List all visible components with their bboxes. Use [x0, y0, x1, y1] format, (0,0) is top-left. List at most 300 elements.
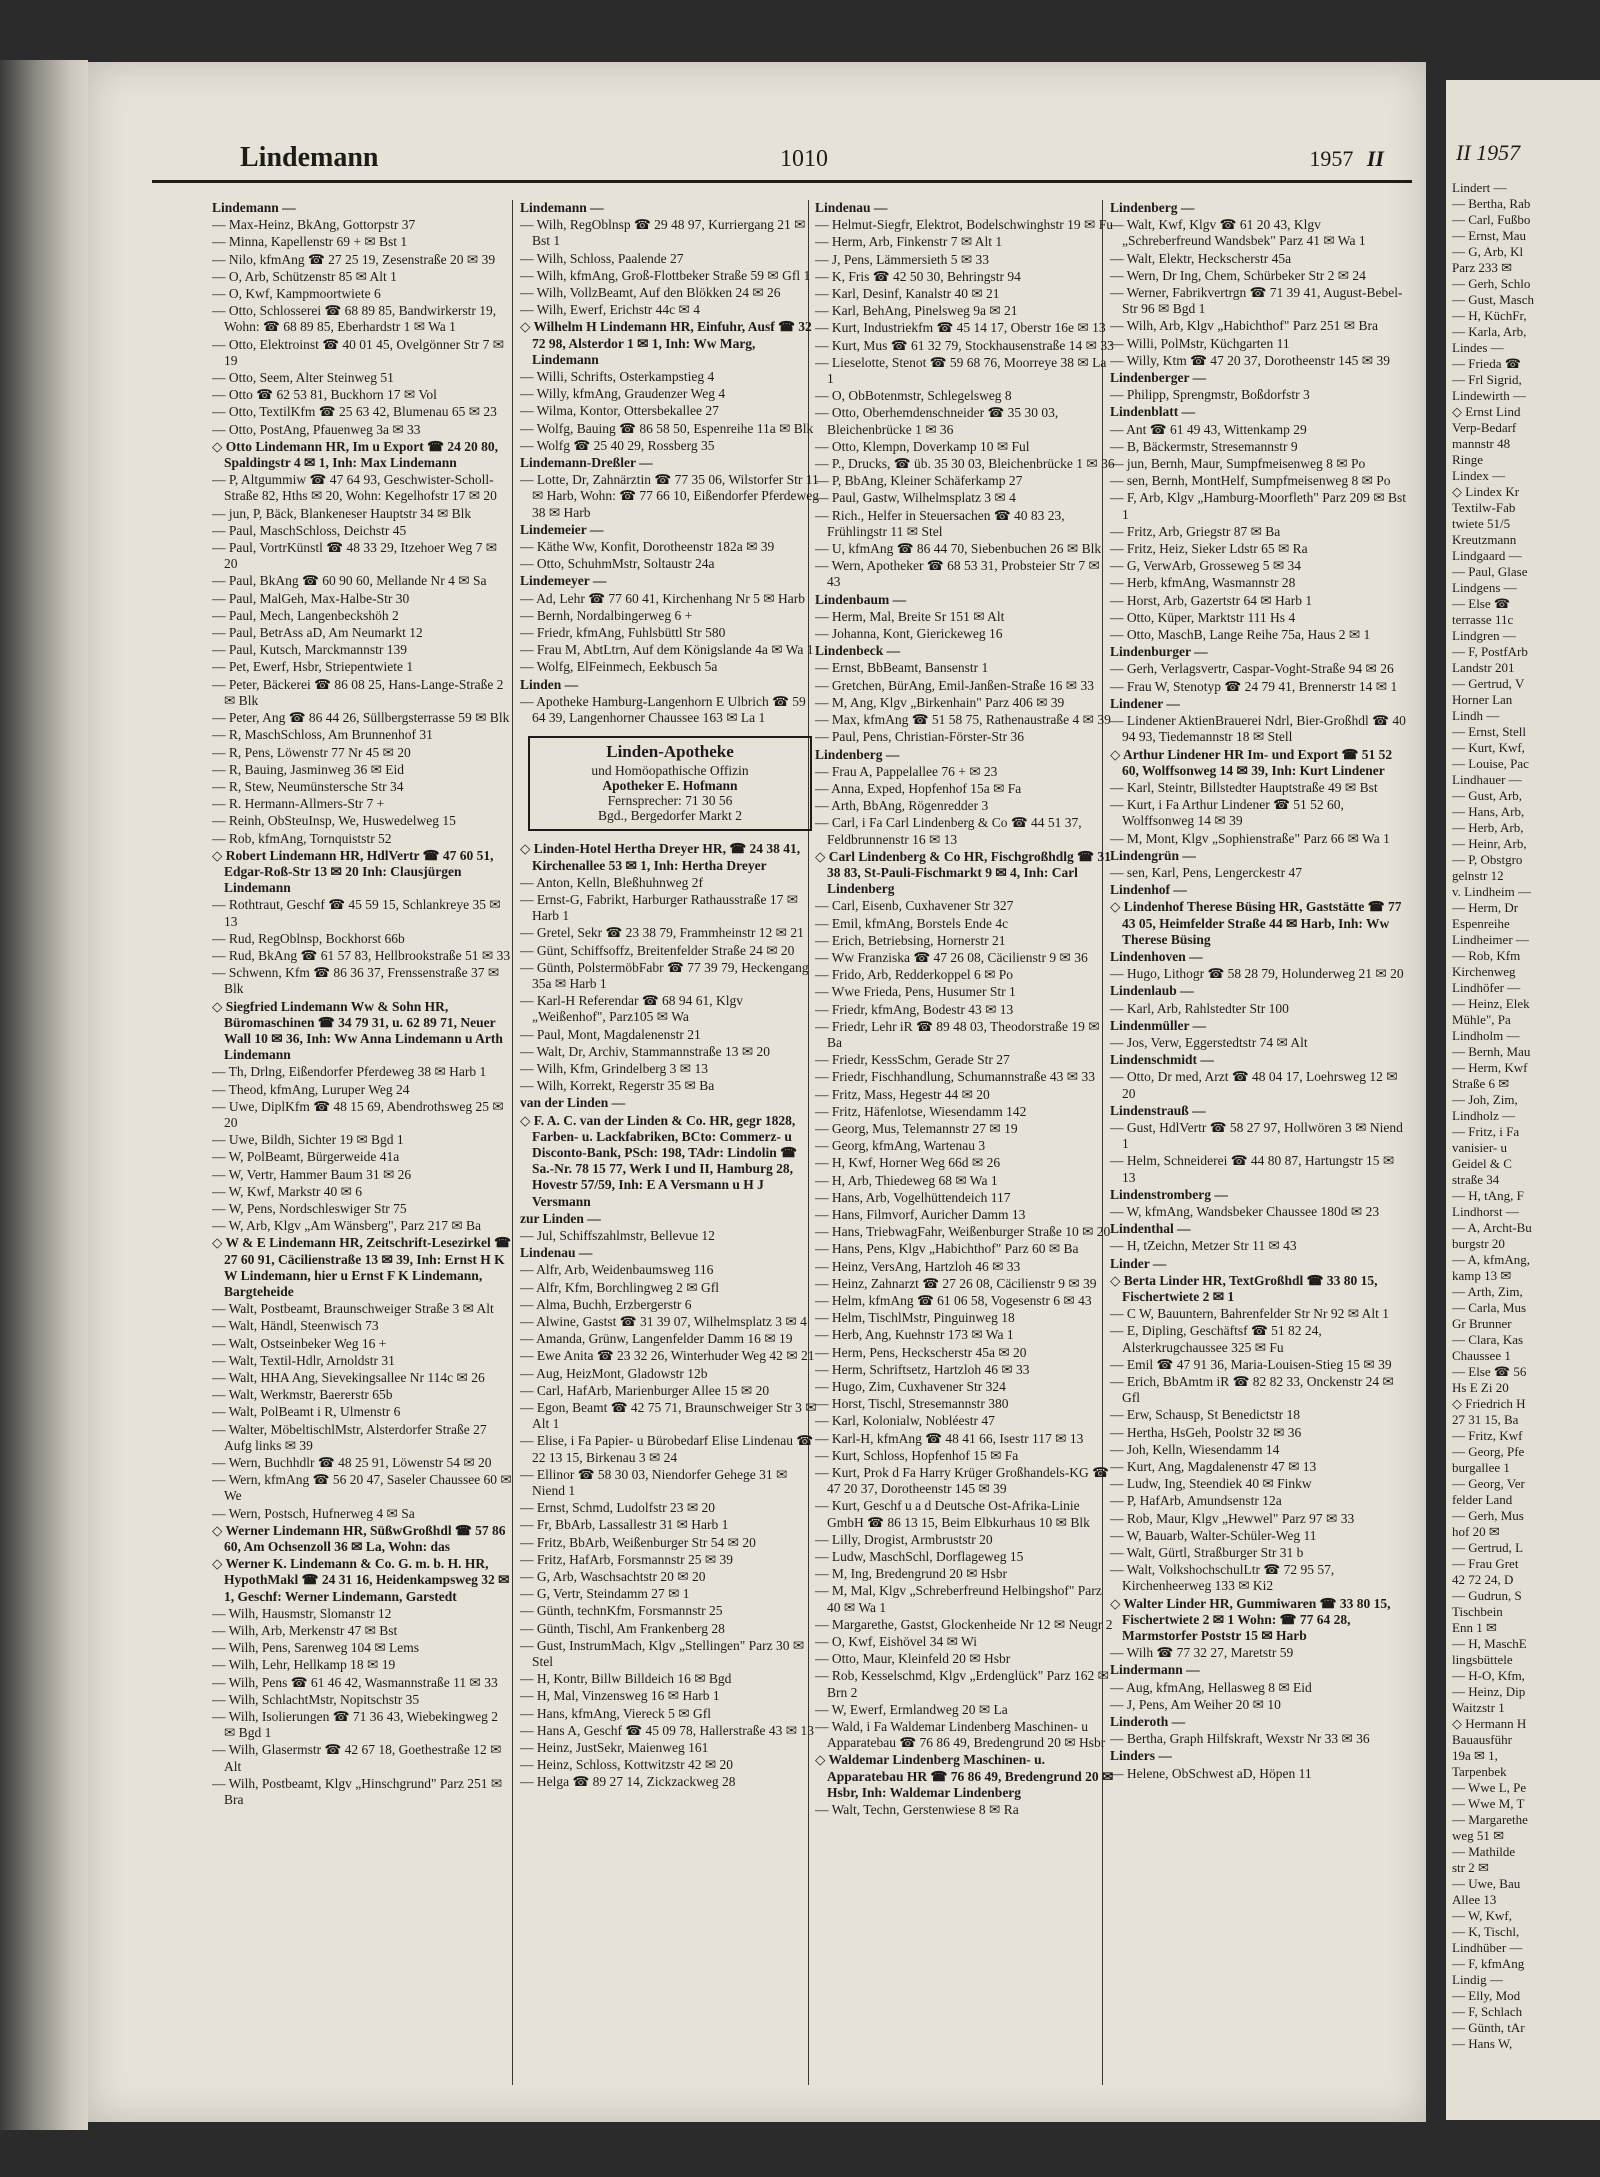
adjacent-entry: — Uwe, Bau — [1452, 1876, 1521, 1891]
adjacent-entry: — Frieda ☎ — [1452, 356, 1521, 371]
directory-entry: — Reinh, ObSteuInsp, We, Huswedelweg 15 — [212, 813, 456, 829]
directory-entry: — Horst, Tischl, Stresemannstr 380 — [815, 1396, 1009, 1412]
directory-entry: — Wilh, RegOblnsp ☎ 29 48 97, Kurriergang 21 ✉ Bst 1 — [520, 217, 806, 249]
directory-entry: — Lieselotte, Stenot ☎ 59 68 76, Moorreye 38 ✉ La 1 — [815, 354, 1107, 387]
directory-entry: — O, Kwf, Kampmoortwiete 6 — [212, 286, 381, 302]
directory-entry: — Nilo, kfmAng ☎ 27 25 19, Zesenstraße 20 ✉ 39 — [212, 251, 496, 267]
directory-entry: — K, Fris ☎ 42 50 30, Behringstr 94 — [815, 268, 1021, 284]
directory-entry: — Jos, Verw, Eggerstedtstr 74 ✉ Alt — [1110, 1034, 1308, 1050]
directory-entry: — Wilh, Korrekt, Regerstr 35 ✉ Ba — [520, 1078, 715, 1094]
directory-entry: — Friedr, kfmAng, Fuhlsbüttl Str 580 — [520, 625, 726, 641]
directory-entry: — Walt, Elektr, Heckscherstr 45a — [1110, 250, 1292, 266]
adjacent-entry: 19a ✉ 1, — [1452, 1748, 1498, 1763]
adjacent-entry: Allee 13 — [1452, 1892, 1497, 1907]
surname-heading: Lindenblatt — — [1110, 404, 1196, 420]
directory-entry: — Lilly, Drogist, Armbruststr 20 — [815, 1531, 993, 1547]
ad-title: Linden-Apotheke — [606, 742, 734, 762]
adjacent-entry: — H, tAng, F — [1452, 1188, 1524, 1203]
directory-entry: — Otto, Schlosserei ☎ 68 89 85, Bandwirkerstr 19, Wohn: ☎ 68 89 85, Eberhardstr 1 ✉ Wa 1 — [212, 303, 497, 335]
directory-entry: — Wilh, Kfm, Grindelberg 3 ✉ 13 — [520, 1060, 708, 1076]
surname-heading: Linderoth — — [1110, 1714, 1186, 1730]
surname-heading: Lindermann — — [1110, 1662, 1200, 1678]
directory-entry: — M, Ang, Klgv „Birkenhain" Parz 406 ✉ 39 — [815, 694, 1065, 710]
adjacent-entry: — Louise, Pac — [1452, 756, 1529, 771]
directory-entry: — Willy, Ktm ☎ 47 20 37, Dorotheenstr 145 ✉ 39 — [1110, 352, 1390, 368]
directory-entry: — P, BbAng, Kleiner Schäferkamp 27 — [815, 473, 1023, 489]
directory-entry: — Wolfg, ElFeinmech, Eekbusch 5a — [520, 659, 718, 675]
directory-entry: — Gust, InstrumMach, Klgv „Stellingen" Parz 30 ✉ Stel — [520, 1637, 805, 1670]
directory-entry: — Kurt, Prok d Fa Harry Krüger Großhandels-KG ☎ 47 20 37, Dorotheenstr 145 ✉ 39 — [815, 1465, 1109, 1497]
directory-entry: — Rud, BkAng ☎ 61 57 83, Hellbrookstraße 51 ✉ 33 — [212, 947, 511, 963]
adjacent-entry: Verp-Bedarf — [1452, 420, 1517, 435]
adjacent-entry: v. Lindheim — — [1452, 884, 1531, 899]
directory-entry: — Minna, Kapellenstr 69 + ✉ Bst 1 — [212, 234, 408, 250]
directory-entry: — Rud, RegOblnsp, Bockhorst 66b — [212, 930, 405, 946]
directory-entry: — J, Pens, Lämmersieth 5 ✉ 33 — [815, 251, 990, 267]
surname-heading: Lindenburger — — [1110, 644, 1208, 660]
adjacent-entry: burgallee 1 — [1452, 1460, 1510, 1475]
directory-entry: — Karl, Desinf, Kanalstr 40 ✉ 21 — [815, 286, 1000, 302]
adjacent-entry: — Margarethe — [1452, 1812, 1528, 1827]
ad-line4: Bgd., Bergedorfer Markt 2 — [597, 808, 743, 824]
adjacent-entry: Lindhöfer — — [1452, 980, 1521, 995]
directory-entry: — Arth, BbAng, Rögenredder 3 — [815, 798, 989, 814]
directory-entry: — P, Altgummiw ☎ 47 64 93, Geschwister-Scholl-Straße 82, Hths ✉ 20, Wohn: Kegelhofstr 17 ✉ 20 — [212, 472, 497, 504]
directory-entry: — E, Dipling, Geschäftsf ☎ 51 82 24, Alsterkrugchaussee 325 ✉ Fu — [1110, 1323, 1322, 1355]
header-year: 1957 — [1309, 146, 1354, 171]
directory-entry: — Erw, Schausp, St Benedictstr 18 — [1110, 1407, 1300, 1423]
adjacent-page-entries — [1446, 180, 1534, 2052]
directory-column-2 — [520, 200, 820, 2090]
adjacent-entry: — Wwe M, T — [1452, 1796, 1525, 1811]
directory-entry: — sen, Bernh, MontHelf, Sumpfmeisenweg 8 ✉ Po — [1110, 473, 1391, 489]
directory-entry: — Fritz, Mass, Hegestr 44 ✉ 20 — [815, 1086, 990, 1102]
adjacent-entry: — Heinr, Arb, — [1452, 836, 1527, 851]
directory-entry: — C W, Bauuntern, Bahrenfelder Str Nr 92 ✉ Alt 1 — [1110, 1306, 1390, 1322]
directory-entry: — Helm, Schneiderei ☎ 44 80 87, Hartungstr 15 ✉ 13 — [1110, 1153, 1395, 1185]
directory-entry: — Walt, Dr, Archiv, Stammannstraße 13 ✉ 20 — [520, 1043, 771, 1059]
directory-entry: — Paul, Kutsch, Marckmannstr 139 — [212, 642, 407, 658]
adjacent-entry: twiete 51/5 — [1452, 516, 1511, 531]
surname-heading: van der Linden — — [520, 1095, 626, 1111]
directory-entry: — Fritz, Heiz, Sieker Ldstr 65 ✉ Ra — [1110, 541, 1308, 557]
directory-entry: — Aug, HeizMont, Gladowstr 12b — [520, 1365, 708, 1381]
adjacent-entry: — Paul, Glase — [1452, 564, 1528, 579]
directory-entry: — R, MaschSchloss, Am Brunnenhof 31 — [212, 727, 433, 743]
directory-entry: — Philipp, Sprengmstr, Boßdorfstr 3 — [1110, 387, 1310, 403]
directory-entry: — Kurt, Mus ☎ 61 32 79, Stockhausenstraße 14 ✉ 33 — [815, 337, 1114, 353]
directory-entry: — Wolfg ☎ 25 40 29, Rossberg 35 — [520, 437, 715, 453]
directory-entry: ◇ Werner K. Lindemann & Co. G. m. b. H. HR, HypothMakl ☎ 24 31 16, Heidenkampsweg 32 ✉ 1, Geschf: Werner Lindemann, Garstedt — [212, 1556, 510, 1604]
directory-entry: — Hans, kfmAng, Viereck 5 ✉ Gfl — [520, 1705, 711, 1721]
adjacent-entry: — Carl, Fußbo — [1452, 212, 1531, 227]
directory-entry: ◇ Carl Lindenberg & Co HR, Fischgroßhdlg ☎ 31 38 83, St-Pauli-Fischmarkt 9 ✉ 4, Inh: Carl Lindenberg — [815, 848, 1111, 897]
directory-entry: — Otto, Klempn, Doverkamp 10 ✉ Ful — [815, 438, 1030, 454]
adjacent-entry: — A, Archt-Bu — [1452, 1220, 1532, 1235]
directory-entry: — F, Arb, Klgv „Hamburg-Moorfleth" Parz 209 ✉ Bst 1 — [1110, 490, 1406, 522]
directory-entry: — Carl, Eisenb, Cuxhavener Str 327 — [815, 898, 1014, 914]
adjacent-entry: ◇ Hermann H — [1452, 1716, 1527, 1731]
directory-entry: — Fritz, Häfenlotse, Wiesendamm 142 — [815, 1103, 1027, 1119]
adjacent-entry: — A, kfmAng, — [1452, 1252, 1530, 1267]
directory-entry: — Wern, kfmAng ☎ 56 20 47, Saseler Chaussee 60 ✉ We — [212, 1472, 512, 1504]
directory-entry: — Schwenn, Kfm ☎ 86 36 37, Frenssenstraße 37 ✉ Blk — [212, 965, 500, 997]
adjacent-entry: Lindert — — [1452, 180, 1507, 195]
directory-entry: ◇ Linden-Hotel Hertha Dreyer HR, ☎ 24 38 41, Kirchenallee 53 ✉ 1, Inh: Hertha Dreyer — [520, 841, 801, 873]
directory-entry: — W, Kwf, Markstr 40 ✉ 6 — [212, 1183, 363, 1199]
directory-entry: — Otto, Maur, Kleinfeld 20 ✉ Hsbr — [815, 1651, 1011, 1667]
directory-entry: — jun, P, Bäck, Blankeneser Hauptstr 34 ✉ Blk — [212, 505, 472, 521]
surname-heading: Lindenhof — — [1110, 882, 1187, 898]
adjacent-entry: Kirchenweg — [1452, 964, 1516, 979]
adjacent-entry: — Hans, Arb, — [1452, 804, 1525, 819]
book-spine-shadow — [0, 60, 88, 2130]
directory-entry: — Otto, Seem, Alter Steinweg 51 — [212, 370, 394, 386]
directory-entry: — Hans A, Geschf ☎ 45 09 78, Hallerstraße 43 ✉ 13 — [520, 1722, 814, 1738]
adjacent-entry: — Frl Sigrid, — [1452, 372, 1522, 387]
directory-entry: — Ww Franziska ☎ 47 26 08, Cäcilienstr 9 ✉ 36 — [815, 949, 1088, 965]
page-number: 1010 — [780, 146, 828, 172]
directory-entry: ◇ Robert Lindemann HR, HdlVertr ☎ 47 60 51, Edgar-Roß-Str 13 ✉ 20 Inh: Clausjürgen Lindemann — [212, 847, 494, 896]
directory-entry: — Walt, Werkmstr, Baererstr 65b — [212, 1387, 393, 1403]
directory-entry: — Wilh, SchlachtMstr, Nopitschstr 35 — [212, 1691, 420, 1707]
directory-entry: — Wern, Dr Ing, Chem, Schürbeker Str 2 ✉ 24 — [1110, 267, 1366, 283]
directory-entry: — Ernst, BbBeamt, Bansenstr 1 — [815, 660, 989, 676]
directory-entry: — M, Mont, Klgv „Sophienstraße" Parz 66 ✉ Wa 1 — [1110, 830, 1390, 846]
adjacent-entry: Lindholm — — [1452, 1028, 1520, 1043]
directory-entry: — H, Mal, Vinzensweg 16 ✉ Harb 1 — [520, 1688, 720, 1704]
adjacent-entry: Lindgaard — — [1452, 548, 1522, 563]
directory-entry: ◇ Lindenhof Therese Büsing HR, Gaststätte ☎ 77 43 05, Heimfelder Straße 44 ✉ Harb, Inh: Ww Therese Büsing — [1110, 899, 1402, 947]
adjacent-entry: ◇ Ernst Lind — [1452, 404, 1521, 419]
directory-entry: — Gretel, Sekr ☎ 23 38 79, Frammheinstr 12 ✉ 21 — [520, 925, 804, 941]
advertisement-box — [528, 736, 812, 831]
directory-entry: — H, tZeichn, Metzer Str 11 ✉ 43 — [1110, 1238, 1297, 1254]
surname-heading: Lindenthal — — [1110, 1221, 1191, 1237]
adjacent-entry: — Karla, Arb, — [1452, 324, 1527, 339]
directory-entry: — Th, Drlng, Eißendorfer Pferdeweg 38 ✉ Harb 1 — [212, 1064, 487, 1080]
surname-heading: Lindemeier — — [520, 521, 604, 537]
directory-entry: — Ellinor ☎ 58 30 03, Niendorfer Gehege 31 ✉ Niend 1 — [520, 1466, 788, 1499]
adjacent-entry: — Rob, Kfm — [1452, 948, 1521, 963]
directory-entry: — W, Ewerf, Ermlandweg 20 ✉ La — [815, 1701, 1008, 1717]
directory-entry: — W, PolBeamt, Bürgerweide 41a — [212, 1149, 400, 1165]
directory-entry: — H, Kontr, Billw Billdeich 16 ✉ Bgd — [520, 1671, 732, 1687]
directory-entry: — Jul, Schiffszahlmstr, Bellevue 12 — [520, 1227, 715, 1243]
adjacent-entry: — Arth, Zim, — [1452, 1284, 1523, 1299]
directory-entry: — Joh, Kelln, Wiesendamm 14 — [1110, 1441, 1280, 1457]
directory-entry: — Karl, Arb, Rahlstedter Str 100 — [1110, 1000, 1289, 1016]
adjacent-entry: gelnstr 12 — [1452, 868, 1504, 883]
adjacent-entry: — Elly, Mod — [1452, 1988, 1521, 2003]
adjacent-entry: — Gust, Masch — [1452, 292, 1534, 307]
surname-heading: Lindemann — — [520, 200, 604, 215]
directory-entry: — Otto, Küper, Marktstr 111 Hs 4 — [1110, 609, 1296, 625]
ad-line2: Apotheker E. Hofmann — [602, 778, 738, 794]
directory-entry: — Karl-H Referendar ☎ 68 94 61, Klgv „Weißenhof", Parz105 ✉ Wa — [520, 993, 744, 1025]
directory-entry: — Ernst-G, Fabrikt, Harburger Rathausstraße 17 ✉ Harb 1 — [520, 891, 799, 924]
directory-entry: — Willy, kfmAng, Graudenzer Weg 4 — [520, 386, 726, 402]
directory-entry: — Carl, HafArb, Marienburger Allee 15 ✉ 20 — [520, 1382, 770, 1398]
directory-entry: — G, Vertr, Steindamm 27 ✉ 1 — [520, 1586, 690, 1602]
directory-entry: — Paul, MalGeh, Max-Halbe-Str 30 — [212, 590, 410, 606]
directory-entry: — U, kfmAng ☎ 86 44 70, Siebenbuchen 26 ✉ Blk — [815, 541, 1102, 557]
directory-entry: — Paul, Mont, Magdalenenstr 21 — [520, 1026, 701, 1042]
directory-entry: — H, Kwf, Horner Weg 66d ✉ 26 — [815, 1155, 1001, 1171]
directory-entry: — Uwe, Bildh, Sichter 19 ✉ Bgd 1 — [212, 1132, 404, 1148]
surname-heading: Linden — — [520, 676, 579, 692]
directory-entry: — Karl, Steintr, Billstedter Hauptstraße 49 ✉ Bst — [1110, 779, 1378, 795]
surname-heading: Lindenbaum — — [815, 591, 907, 607]
adjacent-entry: Ringe — [1452, 452, 1484, 467]
surname-heading: Lindenberger — — [1110, 370, 1207, 386]
directory-entry: — W, Pens, Nordschleswiger Str 75 — [212, 1200, 407, 1216]
directory-entry: — Karl, BehAng, Pinelsweg 9a ✉ 21 — [815, 303, 1018, 319]
directory-entry: — Walt, Postbeamt, Braunschweiger Straße 3 ✉ Alt — [212, 1301, 494, 1317]
directory-entry: — Walt, Händl, Steenwisch 73 — [212, 1318, 379, 1334]
adjacent-entry: kamp 13 ✉ — [1452, 1268, 1512, 1283]
directory-entry: — Wilh, Arb, Merkenstr 47 ✉ Bst — [212, 1623, 398, 1639]
surname-heading: Lindenlaub — — [1110, 983, 1194, 999]
directory-entry: — Walt, HHA Ang, Sievekingsallee Nr 114c ✉ 26 — [212, 1370, 485, 1386]
directory-entry: — R, Pens, Löwenstr 77 Nr 45 ✉ 20 — [212, 744, 411, 760]
adjacent-entry: — Herm, Kwf — [1452, 1060, 1528, 1075]
directory-entry: — Erich, BbAmtm iR ☎ 82 82 33, Onckenstr 24 ✉ Gfl — [1110, 1374, 1394, 1406]
directory-entry: — Fr, BbArb, Lassallestr 31 ✉ Harb 1 — [520, 1517, 729, 1533]
directory-entry: — Fritz, HafArb, Forsmannstr 25 ✉ 39 — [520, 1551, 734, 1567]
directory-entry: — Hans, TriebwagFahr, Weißenburger Straße 10 ✉ 20 — [815, 1224, 1111, 1240]
surname-heading: Lindengrün — — [1110, 847, 1196, 863]
directory-entry: — Rob, Kesselschmd, Klgv „Erdenglück" Parz 162 ✉ Brn 2 — [815, 1668, 1109, 1700]
directory-entry: — P., Drucks, ☎ üb. 35 30 03, Bleichenbrücke 1 ✉ 36 — [815, 456, 1115, 472]
adjacent-entry: Lindholz — — [1452, 1108, 1516, 1123]
directory-column-3 — [815, 200, 1115, 2090]
adjacent-entry: Chaussee 1 — [1452, 1348, 1511, 1363]
adjacent-entry: — K, Tischl, — [1452, 1924, 1520, 1939]
directory-entry: — G, Arb, Waschsachtstr 20 ✉ 20 — [520, 1569, 706, 1585]
directory-entry: — Ernst, Schmd, Ludolfstr 23 ✉ 20 — [520, 1500, 716, 1516]
adjacent-entry: straße 34 — [1452, 1172, 1500, 1187]
directory-entry: — Otto ☎ 62 53 81, Buckhorn 17 ✉ Vol — [212, 387, 437, 403]
directory-entry: — Ewe Anita ☎ 23 32 26, Winterhuder Weg 42 ✉ 21 — [520, 1348, 815, 1364]
adjacent-entry: — Gerh, Schlo — [1452, 276, 1531, 291]
ad-line3: Fernsprecher: 71 30 56 — [607, 793, 733, 809]
adjacent-page-header: II 1957 — [1456, 140, 1521, 165]
directory-entry: — Walter, MöbeltischlMstr, Alsterdorfer Straße 27 Aufg links ✉ 39 — [212, 1421, 487, 1453]
directory-entry: — Wwe Frieda, Pens, Husumer Str 1 — [815, 984, 1016, 1000]
directory-entry: — sen, Karl, Pens, Lengerckestr 47 — [1110, 864, 1302, 880]
adjacent-entry: Landstr 201 — [1452, 660, 1515, 675]
directory-entry: — Hertha, HsGeh, Poolstr 32 ✉ 36 — [1110, 1424, 1302, 1440]
adjacent-entry: Geidel & C — [1452, 1156, 1512, 1171]
directory-entry: — R, Bauing, Jasminweg 36 ✉ Eid — [212, 761, 405, 777]
directory-entry: — B, Bäckermstr, Stresemannstr 9 — [1110, 438, 1298, 454]
adjacent-entry: Lindhauer — — [1452, 772, 1522, 787]
directory-entry: ◇ Otto Lindemann HR, Im u Export ☎ 24 20 80, Spaldingstr 4 ✉ 1, Inh: Max Lindemann — [212, 438, 498, 471]
directory-entry: — Otto, Oberhemdenschneider ☎ 35 30 03, Bleichenbrücke 1 ✉ 36 — [815, 405, 1059, 437]
adjacent-entry: — H, KüchFr, — [1452, 308, 1527, 323]
directory-entry: — Emil ☎ 47 91 36, Maria-Louisen-Stieg 15 ✉ 39 — [1110, 1356, 1392, 1372]
directory-entry: — M, Mal, Klgv „Schreberfreund Helbingshof" Parz 40 ✉ Wa 1 — [815, 1583, 1102, 1615]
directory-entry: — Ad, Lehr ☎ 77 60 41, Kirchenhang Nr 5 ✉ Harb — [520, 590, 805, 606]
directory-entry: — Wilh, Lehr, Hellkamp 18 ✉ 19 — [212, 1657, 396, 1673]
directory-entry: — Alfr, Kfm, Borchlingweg 2 ✉ Gfl — [520, 1279, 719, 1295]
surname-heading: Linder — — [1110, 1255, 1167, 1271]
surname-heading: Lindenstrauß — — [1110, 1102, 1206, 1118]
directory-entry: — Max-Heinz, BkAng, Gottorpstr 37 — [212, 217, 416, 233]
adjacent-entry: vanisier- u — [1452, 1140, 1507, 1155]
directory-entry: — Peter, Ang ☎ 86 44 26, Süllbergsterrasse 59 ✉ Blk — [212, 710, 510, 726]
adjacent-entry: — Gertrud, V — [1452, 676, 1525, 691]
directory-entry: — jun, Bernh, Maur, Sumpfmeisenweg 8 ✉ Po — [1110, 456, 1366, 472]
surname-heading: Lindemann — — [212, 200, 296, 215]
directory-entry: — Werner, Fabrikvertrgn ☎ 71 39 41, August-Bebel-Str 96 ✉ Bgd 1 — [1110, 285, 1403, 317]
directory-entry: — Ludw, Ing, Steendiek 40 ✉ Finkw — [1110, 1476, 1312, 1492]
directory-entry: — W, kfmAng, Wandsbeker Chaussee 180d ✉ 23 — [1110, 1203, 1380, 1219]
adjacent-entry: Espenreihe — [1452, 916, 1510, 931]
column-divider — [512, 200, 513, 2085]
adjacent-entry: — Fritz, i Fa — [1452, 1124, 1520, 1139]
adjacent-entry: mannstr 48 — [1452, 436, 1511, 451]
directory-entry: — Wern, Apotheker ☎ 68 53 31, Probsteier Str 7 ✉ 43 — [815, 558, 1100, 590]
directory-entry: — Hans, Arb, Vogelhüttendeich 117 — [815, 1189, 1011, 1205]
surname-heading: Lindemeyer — — [520, 573, 607, 589]
directory-entry: — Helm, kfmAng ☎ 61 06 58, Vogesenstr 6 ✉ 43 — [815, 1293, 1092, 1308]
directory-entry: — Helene, ObSchwest aD, Höpen 11 — [1110, 1765, 1312, 1781]
header-year-volume — [1309, 146, 1384, 172]
adjacent-entry: — Bertha, Rab — [1452, 196, 1531, 211]
adjacent-entry: — Heinz, Dip — [1452, 1684, 1526, 1699]
directory-entry: — Margarethe, Gastst, Glockenheide Nr 12 ✉ Neugr 2 — [815, 1616, 1113, 1632]
adjacent-entry: felder Land — [1452, 1492, 1513, 1507]
directory-entry: — Kurt, Schloss, Hopfenhof 15 ✉ Fa — [815, 1447, 1019, 1463]
adjacent-entry: Lindes — — [1452, 340, 1504, 355]
directory-entry: — Johanna, Kont, Gierickeweg 16 — [815, 626, 1003, 642]
adjacent-entry: Bauausführ — [1452, 1732, 1512, 1747]
directory-entry: — Uwe, DiplKfm ☎ 48 15 69, Abendrothsweg 25 ✉ 20 — [212, 1098, 504, 1130]
directory-entry: — Kurt, Geschf u a d Deutsche Ost-Afrika-Linie GmbH ☎ 86 13 15, Beim Elbkurhaus 10 ✉ Blk — [815, 1498, 1090, 1530]
directory-entry: — Peter, Bäckerei ☎ 86 08 25, Hans-Lange-Straße 2 ✉ Blk — [212, 676, 504, 708]
directory-entry: — Walt, VolkshochschulLtr ☎ 72 95 57, Kirchenheerweg 133 ✉ Ki2 — [1110, 1562, 1335, 1594]
adjacent-entry: 27 31 15, Ba — [1452, 1412, 1519, 1427]
adjacent-entry: — Fritz, Kwf — [1452, 1428, 1523, 1443]
directory-entry: — Wilh, Hausmstr, Slomanstr 12 — [212, 1605, 392, 1621]
adjacent-entry: weg 51 ✉ — [1452, 1828, 1505, 1843]
directory-entry: — Lindener AktienBrauerei Ndrl, Bier-Großhdl ☎ 40 94 93, Tiedemannstr 18 ✉ Stell — [1110, 713, 1406, 745]
adjacent-entry: burgstr 20 — [1452, 1236, 1505, 1251]
adjacent-entry: Gr Brunner — [1452, 1316, 1512, 1331]
surname-heading: Lindenstromberg — — [1110, 1186, 1228, 1202]
directory-entry: — Kurt, i Fa Arthur Lindener ☎ 51 52 60, Wolffsonweg 14 ✉ 39 — [1110, 797, 1344, 829]
directory-entry: — Paul, Pens, Christian-Förster-Str 36 — [815, 729, 1024, 745]
directory-entry: — Bernh, Nordalbingerweg 6 + — [520, 607, 693, 623]
directory-entry: — Horst, Arb, Gazertstr 64 ✉ Harb 1 — [1110, 592, 1313, 608]
surname-heading: zur Linden — — [520, 1210, 601, 1226]
directory-entry: ◇ Werner Lindemann HR, SüßwGroßhdl ☎ 57 86 60, Am Ochsenzoll 36 ✉ La, Wohn: das — [212, 1522, 506, 1555]
header-surname: Lindemann — [240, 142, 379, 173]
directory-entry: — Walt, Textil-Hdlr, Arnoldstr 31 — [212, 1352, 395, 1368]
directory-entry: — Wolfg, Bauing ☎ 86 58 50, Espenreihe 11a ✉ Blk — [520, 420, 814, 436]
directory-entry: — O, Kwf, Eishövel 34 ✉ Wi — [815, 1634, 978, 1650]
surname-heading: Lindener — — [1110, 695, 1180, 711]
adjacent-entry: — Carla, Mus — [1452, 1300, 1527, 1315]
directory-entry: ◇ Wilhelm H Lindemann HR, Einfuhr, Ausf ☎ 32 72 98, Alsterdor 1 ✉ 1, Inh: Ww Marg, Lindemann — [520, 319, 812, 367]
directory-entry: — Paul, VortrKünstl ☎ 48 33 29, Itzehoer Weg 7 ✉ 20 — [212, 540, 498, 572]
directory-entry: ◇ Arthur Lindener HR Im- und Export ☎ 51 52 60, Wolffsonweg 14 ✉ 39, Inh: Kurt Lindener — [1110, 746, 1393, 778]
adjacent-entry: Lindhüber — — [1452, 1940, 1523, 1955]
adjacent-entry: Straße 6 ✉ — [1452, 1076, 1510, 1091]
directory-entry: — Egon, Beamt ☎ 42 75 71, Braunschweiger Str 3 ✉ Alt 1 — [520, 1400, 817, 1432]
directory-entry: — Bertha, Graph Hilfskraft, Wexstr Nr 33 ✉ 36 — [1110, 1731, 1370, 1747]
directory-entry: — Hugo, Zim, Cuxhavener Str 324 — [815, 1379, 1006, 1395]
directory-entry: — Herb, Ang, Kuehnstr 173 ✉ Wa 1 — [815, 1327, 1014, 1343]
directory-entry: — Wilh, kfmAng, Groß-Flottbeker Straße 59 ✉ Gfl 1 — [520, 267, 811, 283]
directory-entry: — Alfr, Arb, Weidenbaumsweg 116 — [520, 1262, 714, 1278]
adjacent-entry: — Herb, Arb, — [1452, 820, 1524, 835]
surname-heading: Lindenau — — [815, 200, 888, 215]
directory-column-4 — [1110, 200, 1410, 2090]
directory-entry: — Walt, Kwf, Klgv ☎ 61 20 43, Klgv „Schreberfreund Wandsbek" Parz 41 ✉ Wa 1 — [1110, 217, 1366, 249]
directory-entry: — Otto, Elektroinst ☎ 40 01 45, Ovelgönner Str 7 ✉ 19 — [212, 336, 505, 368]
directory-entry: — Wilh ☎ 77 32 27, Maretstr 59 — [1110, 1645, 1294, 1661]
directory-entry: — Hugo, Lithogr ☎ 58 28 79, Holunderweg 21 ✉ 20 — [1110, 966, 1404, 982]
directory-entry: — Wilh, Pens, Sarenweg 104 ✉ Lems — [212, 1640, 419, 1656]
adjacent-entry: terrasse 11c — [1452, 612, 1514, 627]
directory-entry: — Kurt, Ang, Magdalenenstr 47 ✉ 13 — [1110, 1459, 1317, 1475]
adjacent-entry: — Gudrun, S — [1452, 1588, 1522, 1603]
directory-entry: — Herm, Pens, Heckscherstr 45a ✉ 20 — [815, 1344, 1027, 1360]
directory-entry: — Hans, Filmvorf, Auricher Damm 13 — [815, 1206, 1026, 1222]
adjacent-entry: Enn 1 ✉ — [1452, 1620, 1497, 1635]
directory-entry: — Günt, Schiffsoffz, Breitenfelder Straße 24 ✉ 20 — [520, 942, 795, 958]
directory-entry: — Karl-H, kfmAng ☎ 48 41 66, Isestr 117 ✉ 13 — [815, 1430, 1084, 1446]
directory-entry: — Friedr, kfmAng, Bodestr 43 ✉ 13 — [815, 1001, 1014, 1017]
directory-entry: — Wilh, Pens ☎ 61 46 42, Wasmannstraße 11 ✉ 33 — [212, 1674, 498, 1690]
directory-entry: — Wilma, Kontor, Ottersbekallee 27 — [520, 403, 719, 419]
directory-entry: — Kurt, Industriekfm ☎ 45 14 17, Oberstr 16e ✉ 13 — [815, 320, 1106, 336]
adjacent-entry: Lindheimer — — [1452, 932, 1529, 947]
adjacent-entry: — Georg, Ver — [1452, 1476, 1525, 1491]
adjacent-entry: — Gerh, Mus — [1452, 1508, 1524, 1523]
directory-entry: — R. Hermann-Allmers-Str 7 + — [212, 796, 385, 812]
directory-entry: — Frau M, AbtLtrn, Auf dem Königslande 4a ✉ Wa 1 — [520, 642, 814, 658]
directory-entry: — Amanda, Grünw, Langenfelder Damm 16 ✉ 19 — [520, 1331, 793, 1347]
adjacent-entry: Lindhorst — — [1452, 1204, 1519, 1219]
surname-heading: Lindenberg — — [815, 746, 900, 762]
adjacent-entry: — F, PostfArb — [1452, 644, 1528, 659]
directory-entry: — Frido, Arb, Redderkoppel 6 ✉ Po — [815, 967, 1014, 983]
adjacent-entry: — W, Kwf, — [1452, 1908, 1512, 1923]
directory-entry: — Georg, kfmAng, Wartenau 3 — [815, 1138, 986, 1154]
directory-entry: — Gretchen, BürAng, Emil-Janßen-Straße 16 ✉ 33 — [815, 677, 1094, 693]
directory-entry: — Wald, i Fa Waldemar Lindenberg Maschinen- u Apparatebau ☎ 76 86 49, Bredengrund 20 ✉ Hsbr — [815, 1719, 1106, 1751]
directory-entry: — Aug, kfmAng, Hellasweg 8 ✉ Eid — [1110, 1679, 1312, 1695]
directory-entry: — Helmut-Siegfr, Elektrot, Bodelschwinghstr 19 ✉ Fu — [815, 217, 1113, 233]
directory-entry: — Friedr, Fischhandlung, Schumannstraße 43 ✉ 33 — [815, 1069, 1095, 1085]
adjacent-entry: ◇ Lindex Kr — [1452, 484, 1520, 499]
adjacent-entry: Tischbein — [1452, 1604, 1503, 1619]
directory-entry: — Walt, PolBeamt i R, Ulmenstr 6 — [212, 1404, 401, 1420]
directory-entry: — Karl, Kolonialw, Nobléestr 47 — [815, 1413, 995, 1429]
directory-entry: — O, ObBotenmstr, Schlegelsweg 8 — [815, 388, 1012, 404]
directory-entry: — Wilh, Glasermstr ☎ 42 67 18, Goethestraße 12 ✉ Alt — [212, 1742, 502, 1774]
adjacent-entry: — G, Arb, Kl — [1452, 244, 1524, 259]
directory-entry: — M, Ing, Bredengrund 20 ✉ Hsbr — [815, 1566, 1008, 1582]
adjacent-entry: — Bernh, Mau — [1452, 1044, 1531, 1059]
adjacent-entry: Lindgren — — [1452, 628, 1516, 643]
surname-heading: Lindenhoven — — [1110, 948, 1203, 964]
directory-entry: — Günth, Tischl, Am Frankenberg 28 — [520, 1620, 725, 1636]
